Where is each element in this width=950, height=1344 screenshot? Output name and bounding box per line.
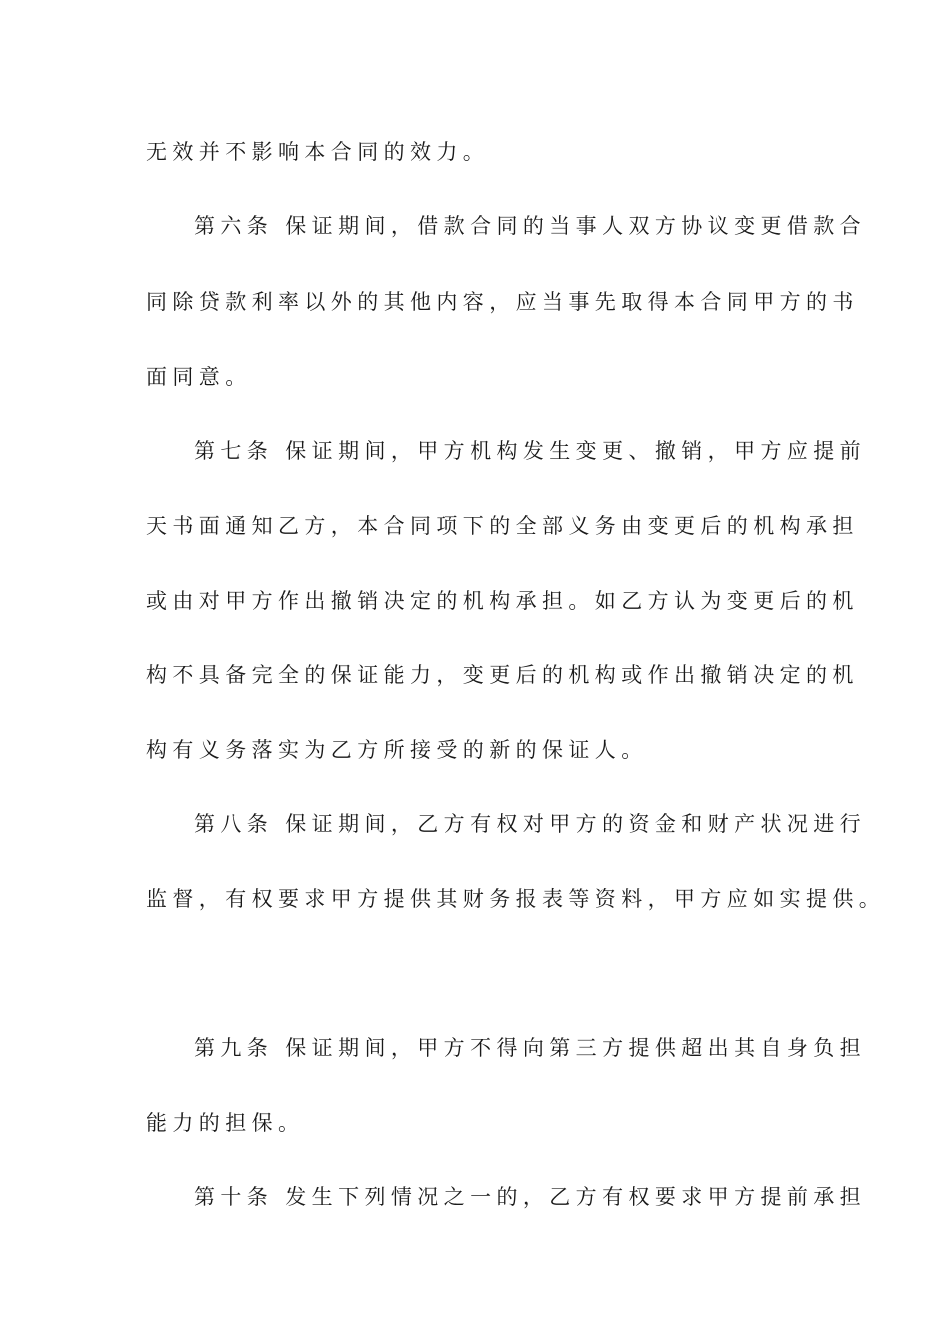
text-line: 第六条 保证期间，借款合同的当事人双方协议变更借款合 [194, 214, 867, 238]
text-line: 天书面通知乙方，本合同项下的全部义务由变更后的机构承担 [146, 514, 859, 538]
text-line: 面同意。 [146, 365, 252, 389]
text-line: 同除贷款利率以外的其他内容，应当事先取得本合同甲方的书 [146, 290, 859, 314]
text-line: 构不具备完全的保证能力，变更后的机构或作出撤销决定的机 [146, 663, 859, 687]
text-line: 能力的担保。 [146, 1111, 305, 1135]
text-line: 第七条 保证期间，甲方机构发生变更、撤销，甲方应提前 [194, 439, 867, 463]
text-line: 或由对甲方作出撤销决定的机构承担。如乙方认为变更后的机 [146, 589, 859, 613]
text-line: 监督，有权要求甲方提供其财务报表等资料，甲方应如实提供。 [146, 887, 886, 911]
text-line: 第八条 保证期间，乙方有权对甲方的资金和财产状况进行 [194, 812, 867, 836]
text-line: 无效并不影响本合同的效力。 [146, 140, 490, 164]
text-line: 构有义务落实为乙方所接受的新的保证人。 [146, 738, 648, 762]
text-line: 第九条 保证期间，甲方不得向第三方提供超出其自身负担 [194, 1036, 867, 1060]
text-line: 第十条 发生下列情况之一的，乙方有权要求甲方提前承担 [194, 1185, 867, 1209]
